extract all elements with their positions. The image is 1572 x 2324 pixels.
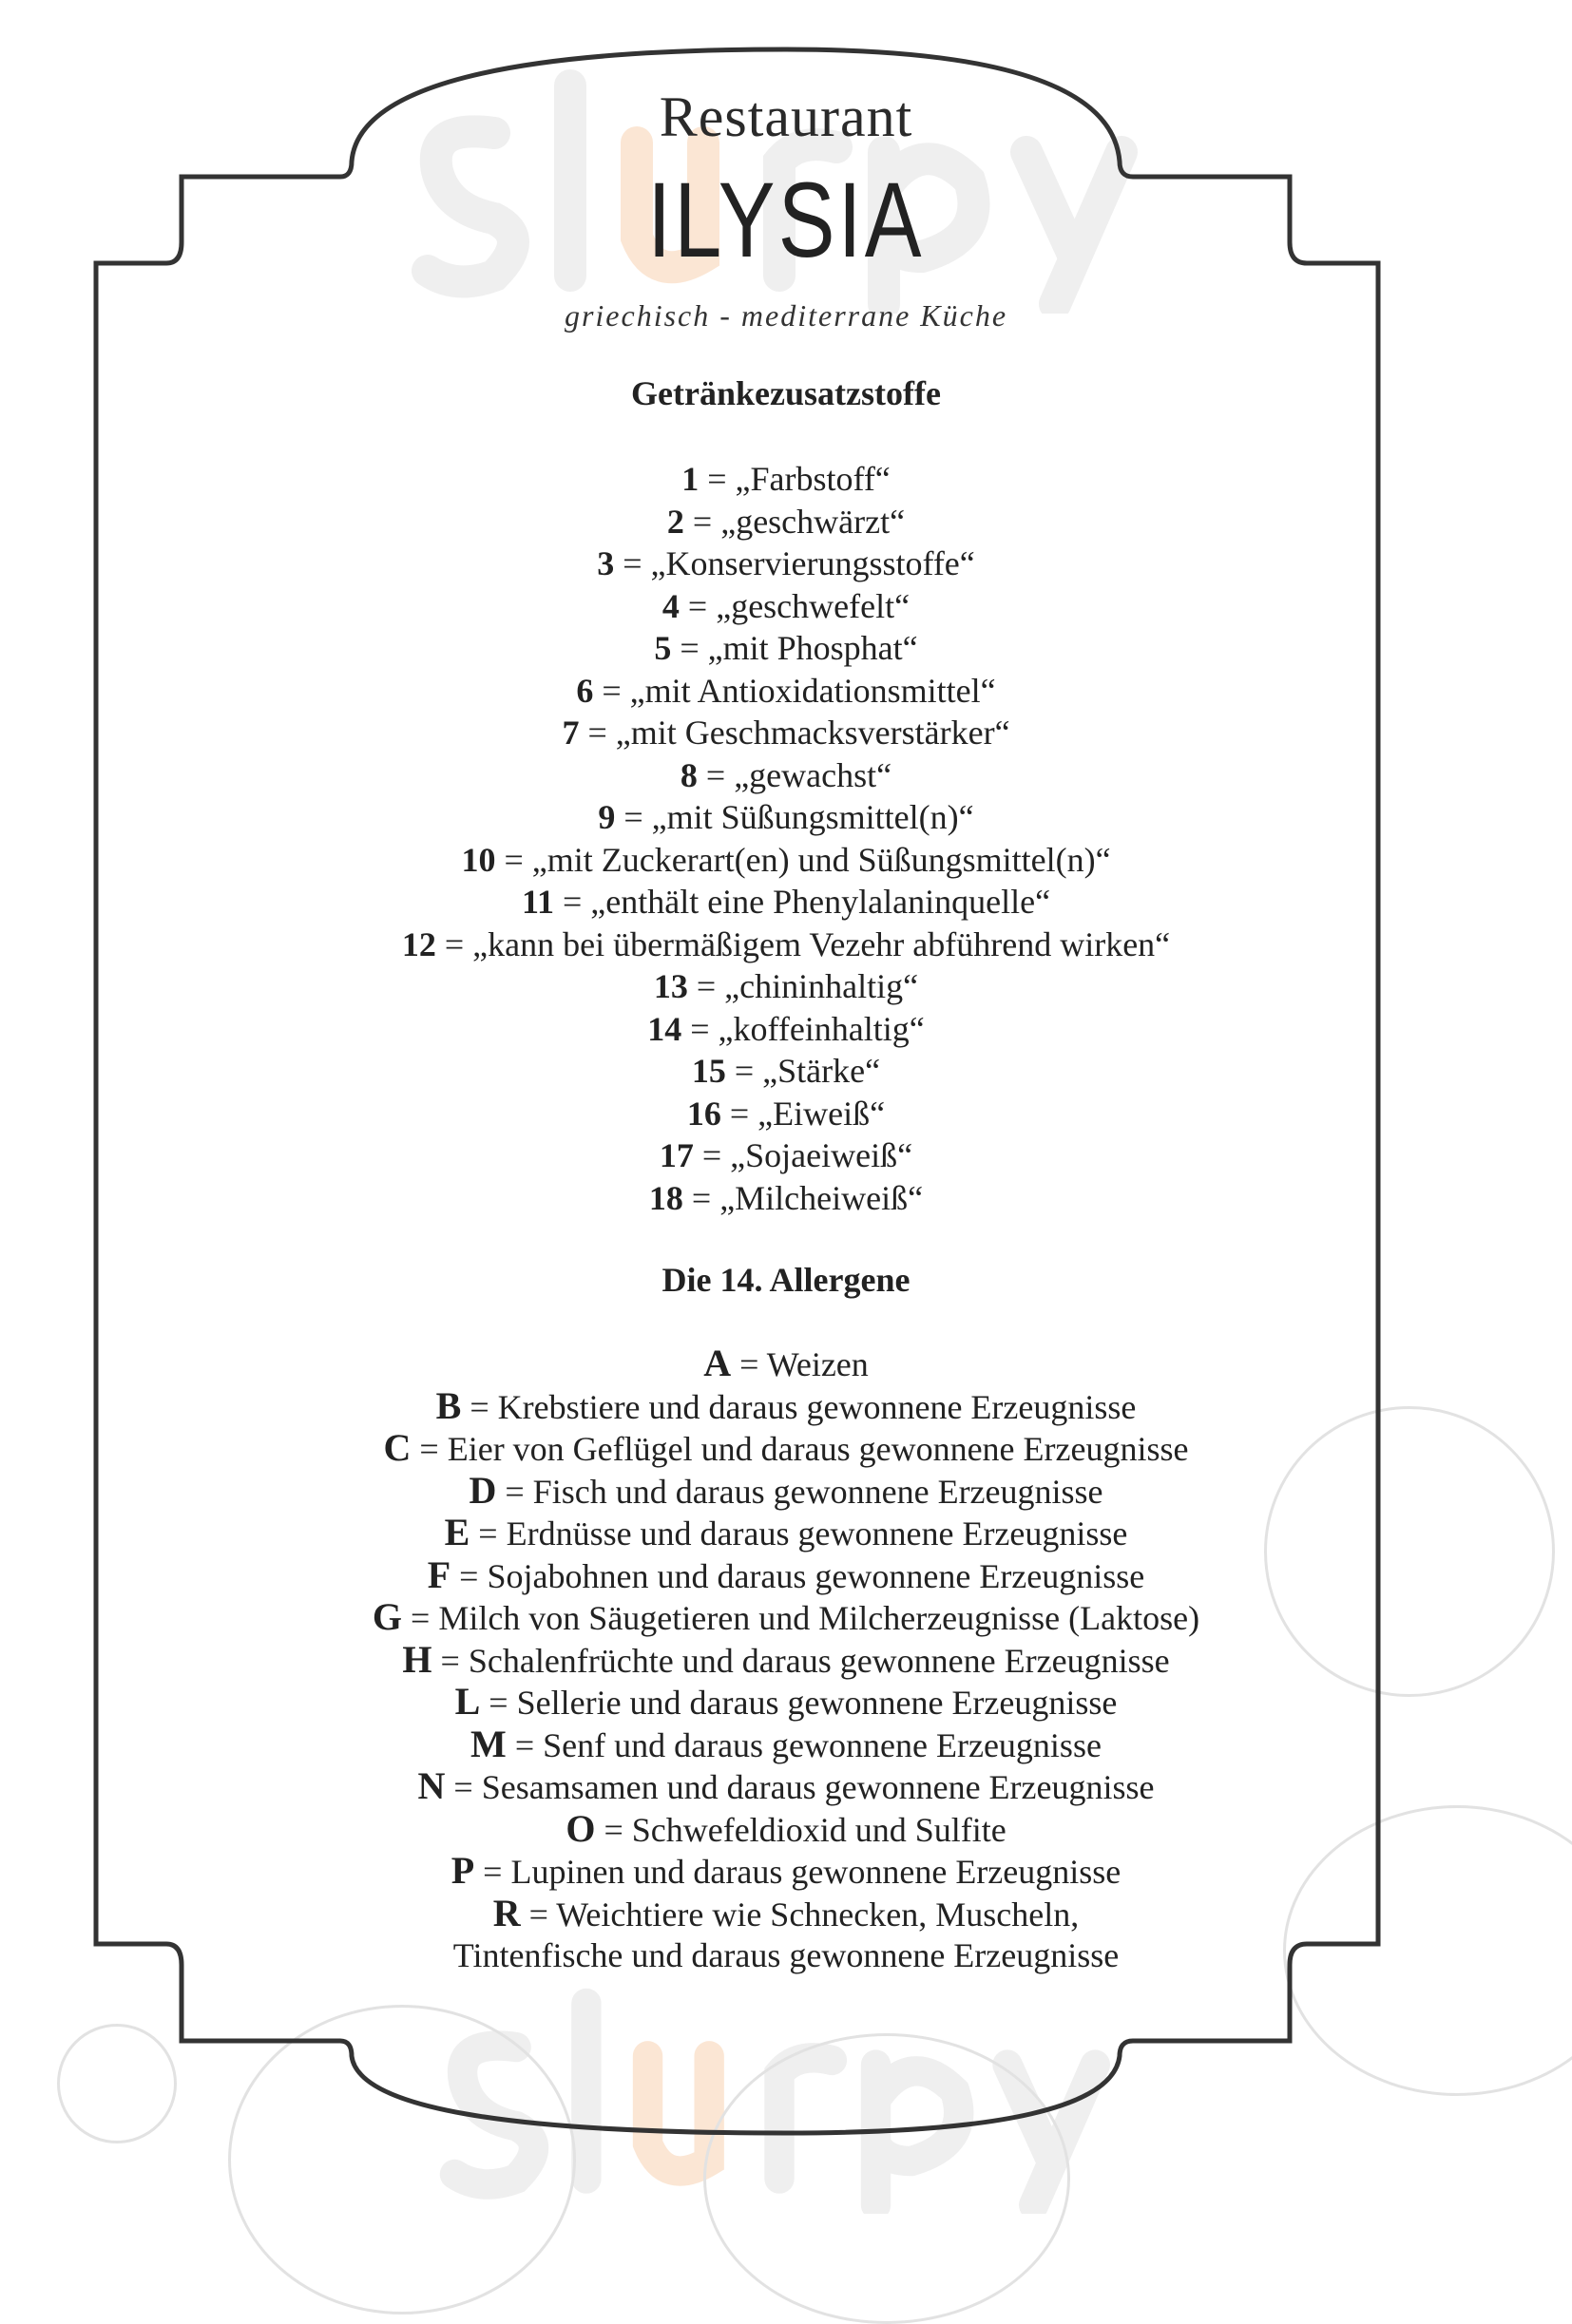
additive-item — [0, 1050, 1572, 1093]
allergen-item — [0, 1385, 1572, 1428]
allergen-description: = Lupinen und daraus gewonnene Erzeugnisse — [474, 1853, 1121, 1891]
allergens-heading: Die 14. Allergene — [661, 1261, 911, 1299]
allergen-code: L — [454, 1680, 481, 1723]
additive-number: 14 — [647, 1009, 682, 1048]
allergen-code: B — [435, 1383, 462, 1427]
additive-description: = „mit Zuckerart(en) und Süßungsmittel(n)“ — [495, 840, 1111, 879]
additive-item — [0, 1093, 1572, 1135]
additive-number: 18 — [648, 1178, 683, 1217]
additive-item — [0, 1134, 1572, 1177]
additive-description: = „mit Geschmacksverstärker“ — [579, 714, 1010, 752]
additive-description: = „gewachst“ — [697, 755, 892, 794]
additive-item — [0, 839, 1572, 882]
additives-list — [0, 458, 1572, 1219]
allergen-code: A — [703, 1342, 732, 1384]
additive-description: = „Stärke“ — [725, 1052, 881, 1090]
allergen-item — [0, 1596, 1572, 1639]
additive-number: 8 — [680, 755, 698, 794]
allergen-description: = Krebstiere und daraus gewonnene Erzeugnisse — [461, 1387, 1137, 1426]
allergen-description: = Schalenfrüchte und daraus gewonnene Erzeugnisse — [431, 1641, 1170, 1680]
allergen-item — [0, 1554, 1572, 1597]
additive-number: 16 — [686, 1094, 721, 1133]
allergen-item — [0, 1512, 1572, 1554]
additive-item — [0, 1177, 1572, 1220]
allergen-item — [0, 1470, 1572, 1513]
additive-number: 17 — [659, 1136, 694, 1174]
allergen-item — [0, 1850, 1572, 1893]
allergen-code: H — [402, 1637, 432, 1681]
allergen-code: E — [444, 1511, 470, 1553]
restaurant-name: ILYSIA — [647, 161, 925, 279]
allergen-item — [0, 1427, 1572, 1470]
additive-description: = „geschwärzt“ — [683, 502, 906, 541]
allergen-item — [0, 1639, 1572, 1682]
additive-description: = „mit Antioxidationsmittel“ — [593, 671, 996, 710]
additive-number: 2 — [666, 502, 684, 541]
allergen-description: = Sellerie und daraus gewonnene Erzeugnisse — [480, 1684, 1118, 1722]
additive-item — [0, 501, 1572, 543]
additive-item — [0, 924, 1572, 966]
additive-item — [0, 670, 1572, 713]
additive-description: = „geschwefelt“ — [679, 586, 911, 625]
allergen-code: N — [417, 1764, 446, 1807]
additive-item — [0, 627, 1572, 670]
allergen-item — [0, 1808, 1572, 1851]
additive-number: 15 — [691, 1052, 726, 1090]
allergen-description: = Weizen — [731, 1345, 869, 1383]
additive-number: 9 — [598, 798, 616, 836]
allergen-item — [0, 1893, 1572, 1935]
additive-number: 6 — [576, 671, 594, 710]
allergen-description: = Schwefeldioxid und Sulfite — [595, 1810, 1006, 1849]
additive-number: 3 — [597, 544, 615, 582]
additive-item — [0, 1008, 1572, 1051]
allergen-description-continued: Tintenfische und daraus gewonnene Erzeugnisse — [452, 1936, 1120, 1974]
allergens-list — [0, 1343, 1572, 1977]
additive-description: = „mit Süßungsmittel(n)“ — [615, 798, 974, 836]
allergen-description: = Erdnüsse und daraus gewonnene Erzeugnisse — [470, 1514, 1128, 1553]
cuisine-subtitle: griechisch - mediterrane Küche — [564, 298, 1008, 333]
allergen-item — [0, 1681, 1572, 1724]
allergen-code: C — [383, 1426, 412, 1469]
additive-description: = „Konservierungsstoffe“ — [614, 544, 975, 582]
allergen-description: = Weichtiere wie Schnecken, Muscheln, — [520, 1895, 1080, 1933]
additive-item — [0, 754, 1572, 797]
allergen-code: F — [427, 1553, 451, 1596]
additive-number: 13 — [653, 967, 688, 1005]
allergen-description: = Sojabohnen und daraus gewonnene Erzeugnisse — [451, 1556, 1145, 1595]
additive-description: = „koffeinhaltig“ — [681, 1009, 925, 1048]
allergen-description: = Milch von Säugetieren und Milcherzeugnisse (Laktose) — [402, 1599, 1200, 1637]
allergen-code: M — [470, 1722, 507, 1765]
allergen-item — [0, 1765, 1572, 1808]
additive-item — [0, 712, 1572, 754]
additive-number: 4 — [661, 586, 680, 625]
additive-number: 11 — [521, 883, 554, 921]
additive-item — [0, 881, 1572, 924]
additive-number: 1 — [681, 460, 700, 498]
additive-number: 12 — [401, 924, 436, 963]
allergen-code: G — [372, 1595, 403, 1638]
additives-heading: Getränkezusatzstoffe — [631, 374, 941, 412]
additive-item — [0, 543, 1572, 585]
additive-description: = „Farbstoff“ — [699, 460, 891, 498]
allergen-code: P — [451, 1849, 475, 1892]
restaurant-label: Restaurant — [659, 86, 913, 148]
additive-item — [0, 585, 1572, 628]
additive-number: 10 — [461, 840, 496, 879]
additive-description: = „mit Phosphat“ — [671, 629, 918, 667]
allergen-description: = Fisch und daraus gewonnene Erzeugnisse — [496, 1472, 1103, 1511]
additive-description: = „kann bei übermäßigem Vezehr abführend wirken“ — [435, 924, 1171, 963]
additive-item — [0, 796, 1572, 839]
allergen-code: D — [469, 1468, 497, 1512]
allergen-description: = Senf und daraus gewonnene Erzeugnisse — [506, 1725, 1102, 1764]
allergen-item — [0, 1343, 1572, 1385]
additive-number: 5 — [654, 629, 672, 667]
allergen-description: = Eier von Geflügel und daraus gewonnene Erzeugnisse — [411, 1430, 1189, 1468]
additive-item — [0, 965, 1572, 1008]
additive-number: 7 — [562, 714, 580, 752]
additive-description: = „Milcheiweiß“ — [682, 1178, 924, 1217]
additive-description: = „enthält eine Phenylalaninquelle“ — [553, 883, 1051, 921]
allergen-code: R — [492, 1891, 521, 1934]
allergen-code: O — [566, 1806, 596, 1850]
additive-description: = „Sojaeiweiß“ — [693, 1136, 913, 1174]
additive-description: = „Eiweiß“ — [720, 1094, 886, 1133]
allergen-description: = Sesamsamen und daraus gewonnene Erzeugnisse — [445, 1768, 1155, 1806]
additive-description: = „chininhaltig“ — [687, 967, 919, 1005]
allergen-item — [0, 1724, 1572, 1766]
additive-item — [0, 458, 1572, 501]
